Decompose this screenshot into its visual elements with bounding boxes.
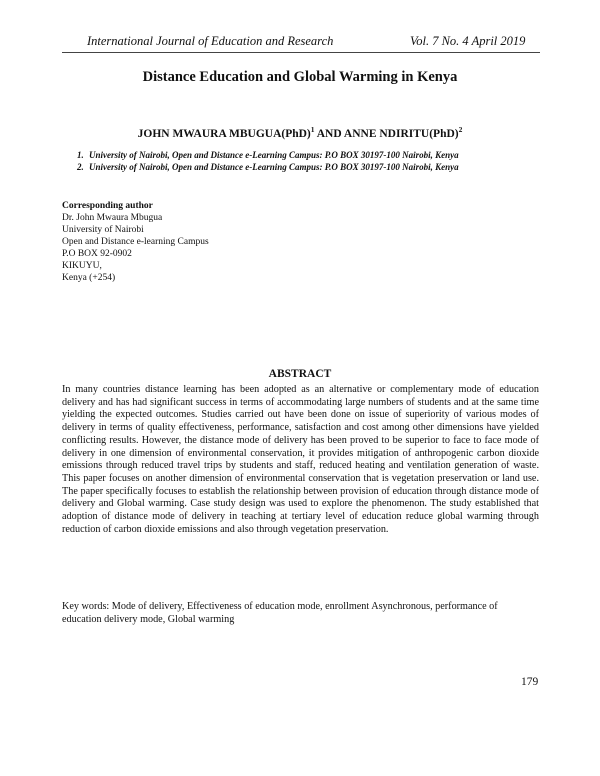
author-2-name: AND ANNE NDIRITU(PhD): [314, 128, 459, 140]
affiliation-1-text: University of Nairobi, Open and Distance e-Learning Campus: P.O BOX 30197-100 Nairobi, Kenya: [89, 150, 459, 160]
affiliation-2: [77, 162, 459, 172]
issue-info: Vol. 7 No. 4 April 2019: [410, 34, 526, 48]
corresponding-line: Dr. John Mwaura Mbugua: [62, 213, 163, 223]
corresponding-line: P.O BOX 92-0902: [62, 249, 132, 259]
affiliation-2-text: University of Nairobi, Open and Distance e-Learning Campus: P.O BOX 30197-100 Nairobi, Kenya: [89, 162, 459, 172]
author-1-name: JOHN MWAURA MBUGUA(PhD): [137, 128, 311, 140]
affiliation-1-number: 1.: [77, 150, 84, 160]
page-number: 179: [521, 676, 539, 688]
corresponding-line: Open and Distance e-learning Campus: [62, 237, 209, 247]
journal-name: International Journal of Education and Research: [87, 34, 334, 48]
abstract-text: In many countries distance learning has been adopted as an alternative or complementary mode of education delivery and has had significant success in terms of accommodating large numbers of students and at the same time yielding the expected outcomes. Studies carried out have been done on issue of superiority of various modes of delivery in terms of quality effectiveness, performance, satisfaction and cost among other dimensions have yielded conflicting results. However, the distance mode of delivery has been proved to be superior to face to face mode of delivery in one dimension of environmental conservation, it provides mitigation of anthropogenic carbon dioxide emissions through reduced travel trips by students and staff, reduced heating and ventilation generation of waste. This paper focuses on another dimension of environmental conservation that is vegetation preservation or land use. The paper specifically focuses to establish the relationship between provision of education through distance mode of delivery and Global warming. Case study design was used to explore the phenomenon. The study established that adoption of distance mode of delivery in teaching at tertiary level of education reduce global warming through reduction of carbon dioxide emissions and also through vegetation preservation.: [62, 384, 539, 535]
paper-title: Distance Education and Global Warming in Kenya: [142, 69, 458, 85]
header-divider: [62, 52, 540, 53]
author-line: [0, 125, 600, 140]
corresponding-line: Kenya (+254): [62, 273, 116, 283]
corresponding-author-heading: Corresponding author: [62, 201, 153, 211]
corresponding-author-block: [62, 200, 209, 284]
corresponding-line: University of Nairobi: [62, 225, 144, 235]
keywords: Key words: Mode of delivery, Effectiveness of education mode, enrollment Asynchronous, performance of education delivery mode, Global warming: [62, 601, 498, 625]
corresponding-line: KIKUYU,: [62, 261, 102, 271]
affiliation-1: [77, 150, 459, 160]
abstract-heading: ABSTRACT: [268, 368, 332, 380]
affiliation-2-number: 2.: [77, 162, 84, 172]
author-1-affiliation-mark: 1: [310, 125, 315, 135]
author-2-affiliation-mark: 2: [458, 125, 463, 135]
